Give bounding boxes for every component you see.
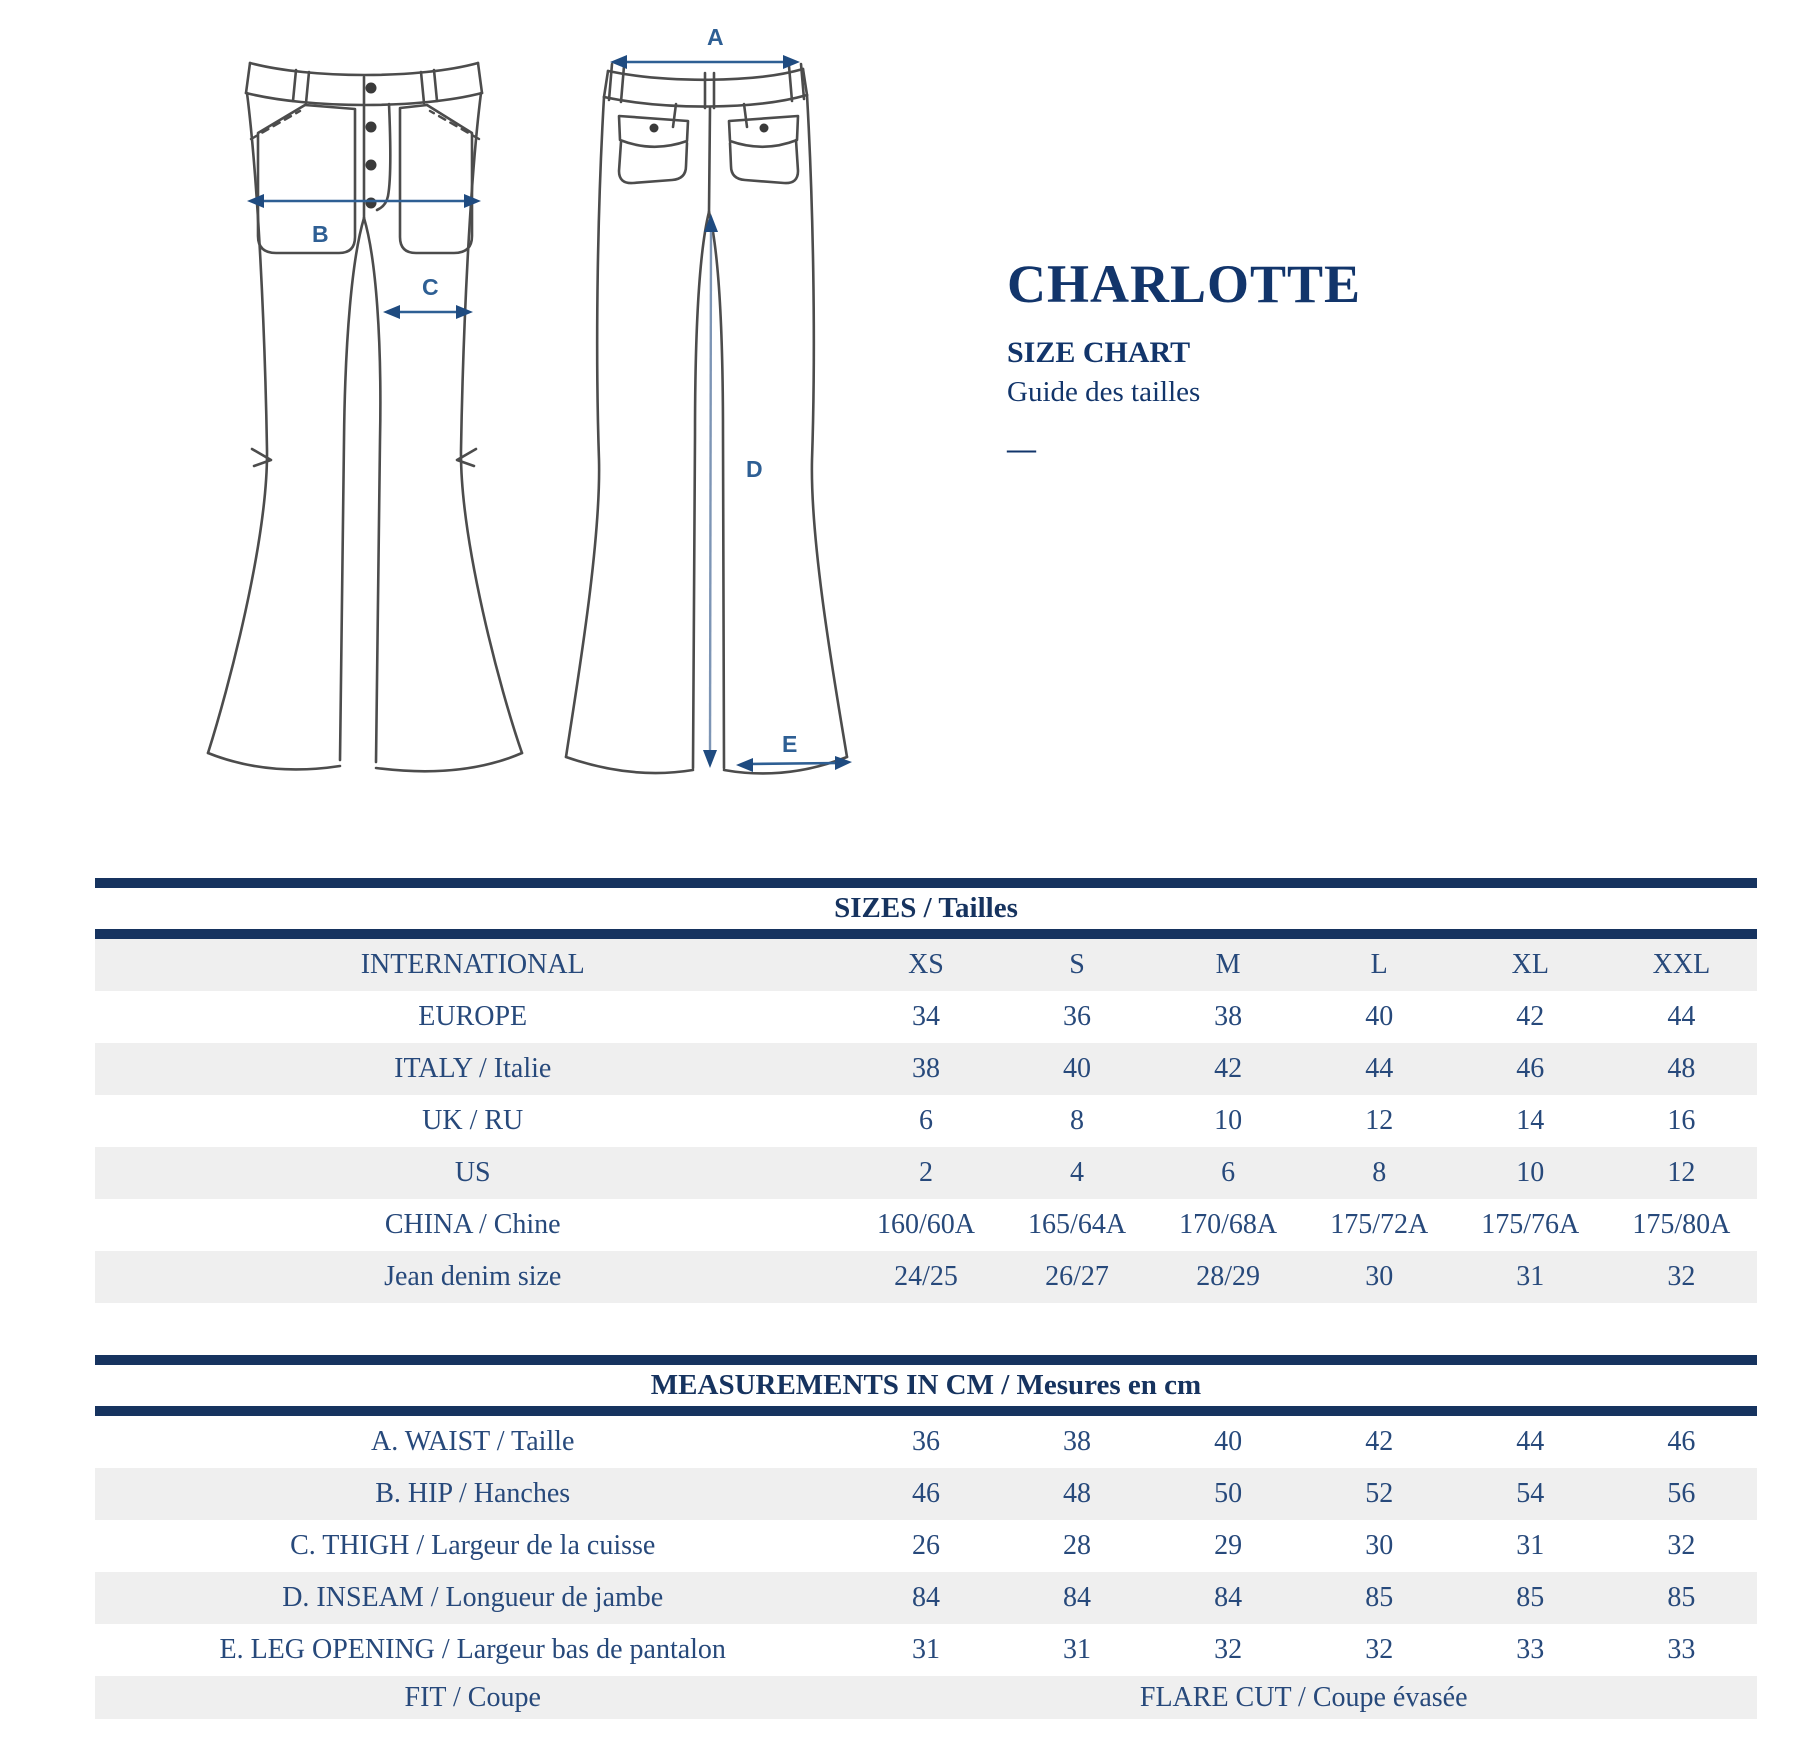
measure-label-a: A: [707, 24, 724, 50]
measurements-table-header: [95, 1360, 1757, 1411]
cell-value: 42: [1365, 1426, 1394, 1457]
table-row: [95, 1251, 1757, 1303]
cell-value: 36: [911, 1426, 940, 1457]
measurements-table: [95, 1355, 1757, 1719]
tables-section: [95, 878, 1757, 1719]
cell-value: 175/80A: [1632, 1209, 1731, 1240]
back-pocket-button-right: [760, 124, 769, 133]
cell-span-value: FLARE CUT / Coupe évasée: [1139, 1681, 1468, 1713]
cell-value: 54: [1516, 1478, 1545, 1509]
table-row: [95, 1095, 1757, 1147]
row-label: B. HIP / Hanches: [375, 1478, 571, 1509]
cell-value: 85: [1365, 1582, 1394, 1613]
title-block: [1007, 256, 1361, 464]
measure-arrow-E: [736, 731, 852, 772]
front-pocket-right: [400, 105, 472, 253]
table-row: [95, 1043, 1757, 1095]
cell-value: 42: [1214, 1053, 1243, 1084]
row-label: Jean denim size: [384, 1261, 562, 1292]
row-label: A. WAIST / Taille: [371, 1426, 575, 1457]
cell-value: 40: [1214, 1426, 1243, 1457]
cell-value: 32: [1214, 1634, 1243, 1665]
cell-value: 30: [1365, 1530, 1394, 1561]
table-row: [95, 1199, 1757, 1251]
cell-value: 33: [1667, 1634, 1696, 1665]
cell-value: 38: [1214, 1001, 1243, 1032]
cell-value: 84: [1214, 1582, 1243, 1613]
cell-value: 56: [1667, 1478, 1696, 1509]
cell-value: 31: [1063, 1634, 1092, 1665]
cell-value: 85: [1667, 1582, 1696, 1613]
cell-value: XXL: [1652, 949, 1711, 980]
cell-value: 8: [1070, 1105, 1085, 1136]
row-label: FIT / Coupe: [404, 1681, 541, 1713]
cell-value: 12: [1667, 1157, 1696, 1188]
cell-value: 44: [1365, 1053, 1394, 1084]
cell-value: 12: [1365, 1105, 1394, 1136]
cell-value: 6: [1221, 1157, 1236, 1188]
sizes-table-body: [95, 934, 1757, 1303]
cell-value: 32: [1667, 1530, 1696, 1561]
table-row: [95, 1468, 1757, 1520]
front-waistband-top: [250, 63, 478, 75]
cell-value: 175/76A: [1481, 1209, 1580, 1240]
cell-value: 26: [911, 1530, 940, 1561]
cell-value: 40: [1365, 1001, 1394, 1032]
cell-value: 165/64A: [1028, 1209, 1127, 1240]
cell-value: 38: [1063, 1426, 1092, 1457]
measure-label-d: D: [746, 456, 763, 482]
cell-value: 46: [1667, 1426, 1696, 1457]
cell-value: 48: [1667, 1053, 1696, 1084]
table-row: [95, 1520, 1757, 1572]
measure-arrow-A: [610, 24, 800, 69]
table-row: [95, 1572, 1757, 1624]
cell-value: 30: [1365, 1261, 1394, 1292]
cell-value: 84: [911, 1582, 940, 1613]
cell-value: 16: [1667, 1105, 1696, 1136]
row-label: CHINA / Chine: [384, 1209, 561, 1240]
cell-value: 46: [1516, 1053, 1545, 1084]
row-label: ITALY / Italie: [394, 1053, 552, 1084]
table-row: [95, 1411, 1757, 1468]
cell-value: 85: [1516, 1582, 1545, 1613]
cell-value: 46: [911, 1478, 940, 1509]
measure-arrow-D: [703, 214, 763, 768]
back-pocket-left: [619, 142, 687, 183]
cell-value: 4: [1070, 1157, 1085, 1188]
cell-value: M: [1215, 949, 1241, 980]
row-label: UK / RU: [422, 1105, 524, 1136]
cell-value: 6: [918, 1105, 933, 1136]
row-label: US: [454, 1157, 491, 1188]
cell-value: 42: [1516, 1001, 1545, 1032]
back-center-seam: [709, 108, 710, 212]
cell-value: 24/25: [894, 1261, 958, 1292]
page-subtitle-fr: Guide des tailles: [1007, 376, 1201, 409]
table-gap: [95, 1303, 1757, 1355]
cell-value: 44: [1667, 1001, 1696, 1032]
cell-value: 84: [1063, 1582, 1092, 1613]
separator-dash: —: [1007, 432, 1036, 465]
table-row: [95, 1624, 1757, 1676]
cell-value: 29: [1214, 1530, 1243, 1561]
cell-value: 10: [1214, 1105, 1243, 1136]
table-row: [95, 1676, 1757, 1719]
cell-value: 34: [911, 1001, 940, 1032]
front-pocket-left: [258, 105, 355, 253]
cell-value: 31: [1516, 1530, 1545, 1561]
cell-value: S: [1069, 949, 1085, 980]
cell-value: 31: [911, 1634, 940, 1665]
cell-value: 36: [1063, 1001, 1092, 1032]
row-label: C. THIGH / Largeur de la cuisse: [290, 1530, 656, 1561]
back-pocket-button-left: [650, 124, 659, 133]
measure-label-e: E: [782, 731, 798, 757]
cell-value: 48: [1063, 1478, 1092, 1509]
table-row: [95, 991, 1757, 1043]
table-row: [95, 1147, 1757, 1199]
measure-label-c: C: [422, 274, 439, 300]
row-label: D. INSEAM / Longueur de jambe: [282, 1582, 664, 1613]
cell-value: 40: [1063, 1053, 1092, 1084]
cell-value: 33: [1516, 1634, 1545, 1665]
cell-value: 2: [918, 1157, 933, 1188]
cell-value: 26/27: [1045, 1261, 1109, 1292]
page-title: CHARLOTTE: [1007, 254, 1362, 314]
cell-value: 44: [1516, 1426, 1545, 1457]
jeans-front-view-diagram: [185, 25, 555, 790]
cell-value: 160/60A: [876, 1209, 975, 1240]
cell-value: 175/72A: [1330, 1209, 1429, 1240]
cell-value: XL: [1511, 949, 1549, 980]
fly-buttons: [366, 83, 377, 209]
cell-value: 170/68A: [1179, 1209, 1278, 1240]
measurements-table-title: MEASUREMENTS IN CM / Mesures en cm: [95, 1360, 1757, 1411]
row-label: EUROPE: [418, 1001, 528, 1032]
cell-value: 28: [1063, 1530, 1092, 1561]
measure-arrow-C: [383, 274, 473, 319]
cell-value: 32: [1667, 1261, 1696, 1292]
cell-value: 31: [1516, 1261, 1545, 1292]
sizes-table: [95, 878, 1757, 1303]
cell-value: 32: [1365, 1634, 1394, 1665]
measure-label-b: B: [312, 221, 329, 247]
cell-value: L: [1370, 949, 1388, 980]
cell-value: 52: [1365, 1478, 1394, 1509]
cell-value: 8: [1372, 1157, 1387, 1188]
cell-value: 10: [1516, 1157, 1545, 1188]
row-label: E. LEG OPENING / Largeur bas de pantalon: [219, 1634, 726, 1665]
jeans-back-view-diagram: [545, 15, 885, 795]
row-label: INTERNATIONAL: [360, 949, 585, 980]
cell-value: 38: [911, 1053, 940, 1084]
cell-value: 28/29: [1196, 1261, 1261, 1292]
measurements-table-body: [95, 1411, 1757, 1719]
cell-value: XS: [908, 949, 944, 980]
page-subtitle: SIZE CHART: [1007, 335, 1191, 369]
cell-value: 50: [1214, 1478, 1243, 1509]
cell-value: 14: [1516, 1105, 1545, 1136]
sizes-table-title: SIZES / Tailles: [95, 883, 1757, 934]
table-row: [95, 934, 1757, 991]
sizes-table-header: [95, 883, 1757, 934]
